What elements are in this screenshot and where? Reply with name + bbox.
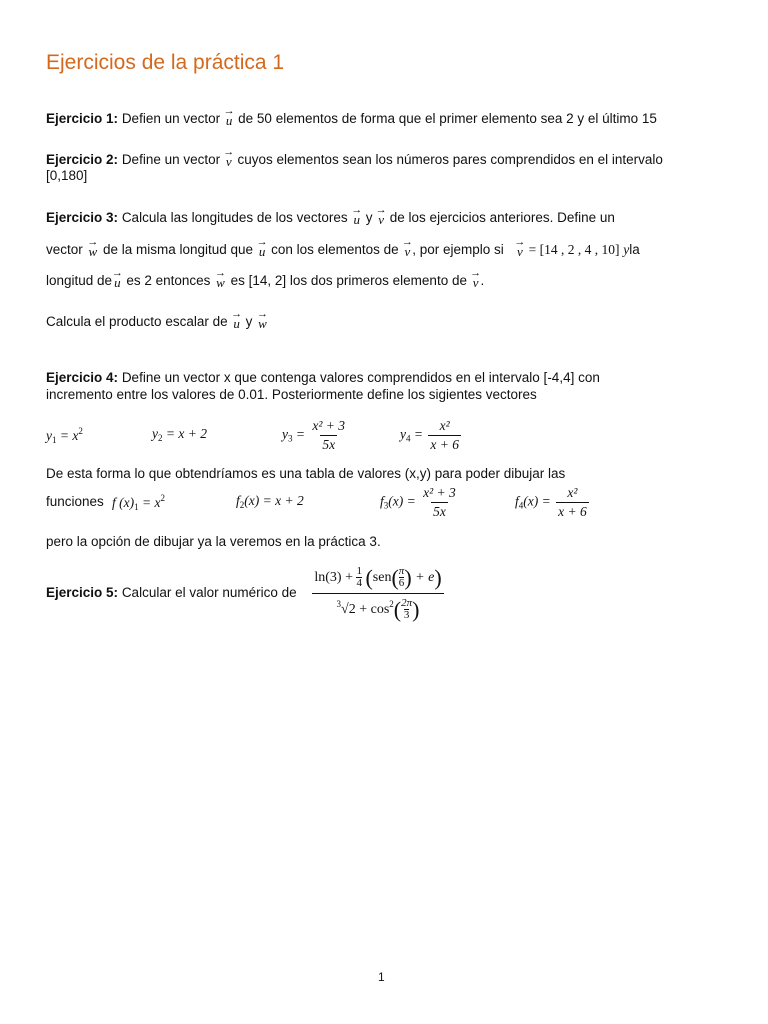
exercise-4-line-4 <box>46 493 104 511</box>
exercise-3-text: la <box>629 242 640 257</box>
exercise-1-label: Ejercicio 1: <box>46 111 119 126</box>
exercise-3-text: vector <box>46 242 83 257</box>
vector-v: → v <box>223 146 235 169</box>
conjunction: y <box>245 314 253 329</box>
exercise-1-text-b: de 50 elementos de forma que el primer elemento sea 2 y el último 15 <box>238 111 657 126</box>
expression-denominator: $^3√2 + \cos^2$( $\frac{2\pi}{3}$ ) <box>312 593 444 623</box>
expression-numerator: ln(3) + $\frac{1}{4}$ (sen( $\frac{\pi}{6}$ ) + e) <box>314 565 442 590</box>
exercise-3-text: de los ejercicios anteriores. Define un <box>389 210 615 225</box>
exercise-3-text: con los elementos de <box>271 242 399 257</box>
conjunction: y <box>365 210 373 225</box>
vector-u: → u <box>231 308 243 331</box>
example-vector-value: = [14 , 2 , 4 , 10] <box>528 242 620 257</box>
exercise-4-label: Ejercicio 4: <box>46 370 119 385</box>
exercise-3-text: longitud de <box>46 273 113 288</box>
exercise-1-text-a: Defien un vector <box>121 111 221 126</box>
exercise-4-line-3: De esta forma lo que obtendríamos es una tabla de valores (x,y) para poder dibujar las <box>46 466 566 481</box>
exercise-3-text: Calcula el producto escalar de <box>46 314 228 329</box>
exercise-3-text: es 2 entonces <box>126 273 211 288</box>
exercise-4-line-1 <box>46 369 600 387</box>
vector-v: → v <box>401 236 413 259</box>
vector-v: → v <box>375 204 387 227</box>
exercise-3-text: de la misma longitud que <box>102 242 254 257</box>
exercise-3-line-2 <box>46 236 640 259</box>
exercise-3-text: es [14, 2] los dos primeros elemento de <box>230 273 467 288</box>
exercise-5 <box>46 584 297 602</box>
vector-v: → v <box>470 267 482 290</box>
vector-u: → u <box>256 236 268 259</box>
exercise-3-label: Ejercicio 3: <box>46 210 119 225</box>
conjunction: y <box>623 242 630 257</box>
exercise-2-text-b: cuyos elementos sean los números pares comprendidos en el intervalo <box>237 152 663 167</box>
exercise-3-line-1 <box>46 204 615 227</box>
vector-w: → w <box>87 236 99 259</box>
exercise-4-line-5: pero la opción de dibujar ya la veremos en la práctica 3. <box>46 534 381 549</box>
formula-f3: $f_3(x)$ = $\frac{\text{x² + 3}}{5x}$ <box>380 485 456 519</box>
vector-w: → w <box>214 267 226 290</box>
vector-u: → u <box>223 105 235 128</box>
vector-u: → u <box>111 267 123 290</box>
formula-y2: $y_2 = x + 2$ <box>152 426 207 443</box>
formula-y3: $y_3$ = $\frac{\text{x² + 3}}{5x}$ <box>282 418 346 452</box>
page-number: 1 <box>378 970 385 984</box>
page-title: Ejercicios de la práctica 1 <box>46 51 285 74</box>
exercise-4-text: Define un vector x que contenga valores comprendidos en el intervalo [-4,4] con <box>121 370 600 385</box>
formula-y1: $y_1 = x^2$ <box>46 426 83 445</box>
exercise-3-text: . <box>480 273 485 288</box>
exercise-5-text: Calcular el valor numérico de <box>121 585 297 600</box>
expression-fraction <box>312 565 444 623</box>
exercise-5-label: Ejercicio 5: <box>46 585 119 600</box>
exercise-3-line-3 <box>46 267 485 290</box>
exercise-2-label: Ejercicio 2: <box>46 152 119 167</box>
formula-f4: $f_4(x)$ = $\frac{\text{x²}}{x + 6}$ <box>515 485 587 519</box>
vector-u: → u <box>351 204 363 227</box>
formula-f1: f $(x)_1 = x^2$ <box>112 493 165 512</box>
exercise-2-interval: [0,180] <box>46 168 88 183</box>
exercise-4-text: funciones <box>46 494 104 509</box>
exercise-1 <box>46 105 657 128</box>
exercise-3-text: Calcula las longitudes de los vectores <box>121 210 348 225</box>
vector-w: → w <box>256 308 268 331</box>
exercise-2 <box>46 146 663 169</box>
exercise-3-line-4 <box>46 308 269 331</box>
vector-v: → v <box>514 236 526 259</box>
exercise-3-text: , por ejemplo si <box>412 242 504 257</box>
formula-f2: $f_2(x) = x + 2$ <box>236 493 304 510</box>
exercise-4-line-2: incremento entre los valores de 0.01. Posteriormente define los sigientes vectores <box>46 387 537 402</box>
exercise-2-text-a: Define un vector <box>121 152 221 167</box>
formula-y4: $y_4$ = $\frac{\text{x²}}{x + 6}$ <box>400 418 459 452</box>
